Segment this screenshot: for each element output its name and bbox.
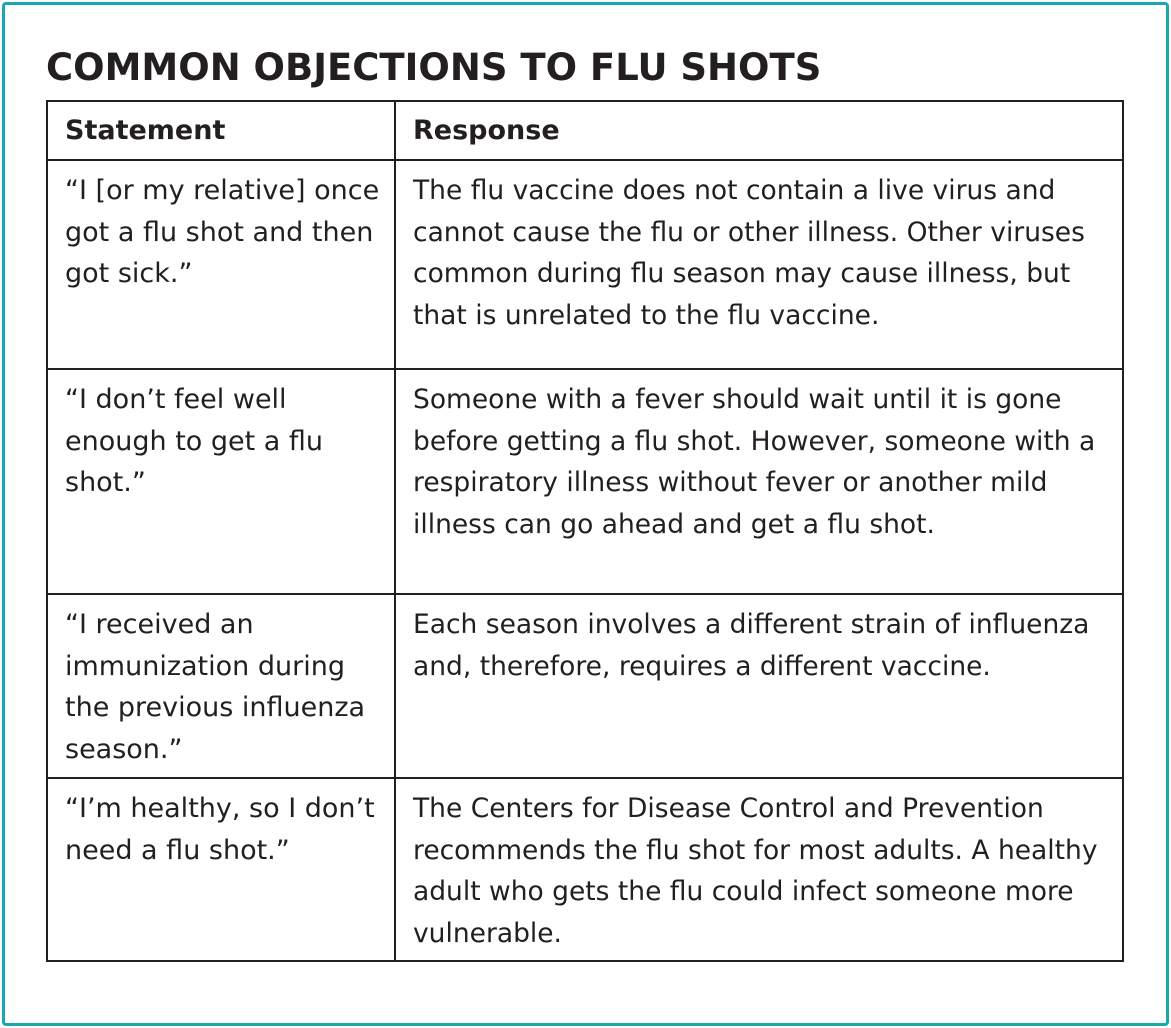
statement-cell: “I received an immunization during the previous influenza season.”	[47, 594, 395, 778]
objections-table	[46, 100, 1124, 962]
response-cell: Someone with a fever should wait until it is gone before getting a flu shot. However, someone with a respiratory illness without fever or another mild illness can go ahead and get a flu shot.	[395, 369, 1123, 594]
table-row	[47, 594, 1123, 778]
statement-cell: “I [or my relative] once got a flu shot and then got sick.”	[47, 160, 395, 369]
table-row	[47, 160, 1123, 369]
page-title: COMMON OBJECTIONS TO FLU SHOTS	[46, 46, 822, 89]
response-cell: Each season involves a different strain of influenza and, therefore, requires a different vaccine.	[395, 594, 1123, 778]
response-cell: The flu vaccine does not contain a live virus and cannot cause the flu or other illness. Other viruses common during flu season may cause illness, but that is unrelated to the flu vaccine.	[395, 160, 1123, 369]
statement-cell: “I’m healthy, so I don’t need a flu shot.”	[47, 778, 395, 961]
table-row	[47, 778, 1123, 961]
column-header-statement: Statement	[47, 101, 395, 160]
column-header-response: Response	[395, 101, 1123, 160]
table-row	[47, 369, 1123, 594]
table-header-row	[47, 101, 1123, 160]
statement-cell: “I don’t feel well enough to get a flu shot.”	[47, 369, 395, 594]
response-cell: The Centers for Disease Control and Prevention recommends the flu shot for most adults. A healthy adult who gets the flu could infect someone more vulnerable.	[395, 778, 1123, 961]
